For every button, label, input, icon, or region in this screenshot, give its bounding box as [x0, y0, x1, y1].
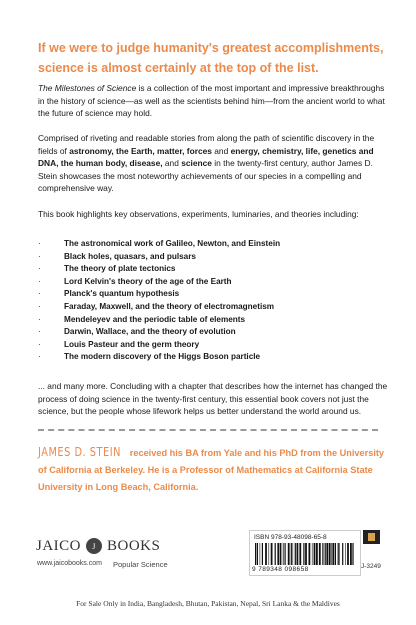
book-code: J-3249 — [361, 563, 381, 570]
topics-energy: energy, chemistry, life, genetics and DNA, the human body, disease, — [38, 145, 374, 168]
closing-paragraph: ... and many more. Concluding with a chapter that describes how the internet has changed the process of doing science in the twenty-first century, this essential book covers not just the science, but the people whose lifework helps us better understand the world around us. — [38, 381, 388, 416]
bullet-item — [38, 238, 388, 251]
bullet-marker: · — [38, 314, 41, 324]
book-title: The Milestones of Science — [38, 83, 137, 93]
topics-and: and — [211, 145, 231, 156]
bullet-text: The theory of plate tectonics — [64, 264, 176, 274]
topics-text: in the twenty-first century, author James D. Stein showcases the most noteworthy achievements of our species in a compelling and comprehensive way. — [38, 158, 373, 193]
author-bio — [38, 444, 388, 496]
isbn-label: ISBN 978-93-48098-65-8 — [254, 534, 327, 541]
bullet-marker: · — [38, 327, 41, 337]
intro-text: is a collection of the most important and impressive breakthroughs in the history of science—as well as the scientists behind him—from the ancient world to what the future of science may hold. — [38, 83, 385, 118]
bullet-text: Planck's quantum hypothesis — [64, 289, 180, 299]
highlights-list — [38, 238, 388, 364]
bullet-text: Faraday, Maxwell, and the theory of electromagnetism — [64, 301, 275, 311]
bullet-item — [38, 288, 388, 301]
topics-paragraph — [38, 132, 388, 195]
bullet-text: The modern discovery of the Higgs Boson particle — [64, 352, 261, 362]
bullet-item — [38, 326, 388, 339]
sales-territory-footer: For Sale Only in India, Bangladesh, Bhutan, Pakistan, Nepal, Sri Lanka & the Maldives — [76, 599, 340, 608]
bullet-text: Black holes, quasars, and pulsars — [64, 251, 196, 261]
publisher-name-right: BOOKS — [107, 537, 161, 554]
bullet-marker: · — [38, 289, 41, 299]
bullet-item — [38, 263, 388, 276]
bullet-item — [38, 276, 388, 289]
bullet-item — [38, 351, 388, 364]
highlights-intro: This book highlights key observations, experiments, luminaries, and theories including: — [38, 209, 359, 219]
genre-label: Popular Science — [113, 560, 168, 569]
bullet-item — [38, 339, 388, 352]
publisher-logo-icon: J — [86, 538, 102, 554]
publisher-logo — [36, 534, 160, 558]
bullet-text: The astronomical work of Galileo, Newton, and Einstein — [64, 239, 281, 248]
divider — [38, 429, 378, 431]
bullet-item — [38, 251, 388, 264]
bullet-marker: · — [38, 339, 41, 349]
topics-text: Comprised of riveting and readable stories from along the path of scientific discovery in the fields of — [38, 133, 375, 156]
bullet-marker: · — [38, 264, 41, 274]
bullet-marker: · — [38, 251, 41, 261]
bullet-text: Mendeleyev and the periodic table of elements — [64, 314, 246, 324]
bullet-text: Louis Pasteur and the germ theory — [64, 339, 200, 349]
bullet-marker: · — [38, 239, 41, 248]
bullet-marker: · — [38, 301, 41, 311]
bullet-text: Lord Kelvin's theory of the age of the Earth — [64, 276, 232, 286]
bullet-text: Darwin, Wallace, and the theory of evolution — [64, 327, 236, 337]
bullet-marker: · — [38, 352, 41, 362]
topics-science: science — [181, 158, 212, 168]
barcode-icon — [254, 543, 356, 565]
topics-and: and — [162, 158, 182, 168]
isbn-barcode-block — [249, 530, 361, 576]
publisher-name-left: JAICO — [36, 537, 82, 554]
author-name: JAMES D. STEIN — [38, 445, 121, 459]
author-bio-text: received his BA from Yale and his PhD from the University of California at Berkeley. He is a Professor of Mathematics at California State University in Long Beach, California. — [38, 448, 385, 492]
headline: If we were to judge humanity's greatest accomplishments, science is almost certainly at the top of the list. — [38, 41, 384, 75]
bullet-item — [38, 314, 388, 327]
intro-paragraph — [38, 82, 388, 120]
topics-fields: astronomy, the Earth, matter, forces — [69, 145, 212, 156]
bullet-item — [38, 301, 388, 314]
publisher-website: www.jaicobooks.com — [37, 560, 102, 567]
barcode-digits: 9 789348 098658 — [252, 566, 309, 573]
publisher-badge-icon — [363, 530, 380, 544]
bullet-marker: · — [38, 276, 41, 286]
